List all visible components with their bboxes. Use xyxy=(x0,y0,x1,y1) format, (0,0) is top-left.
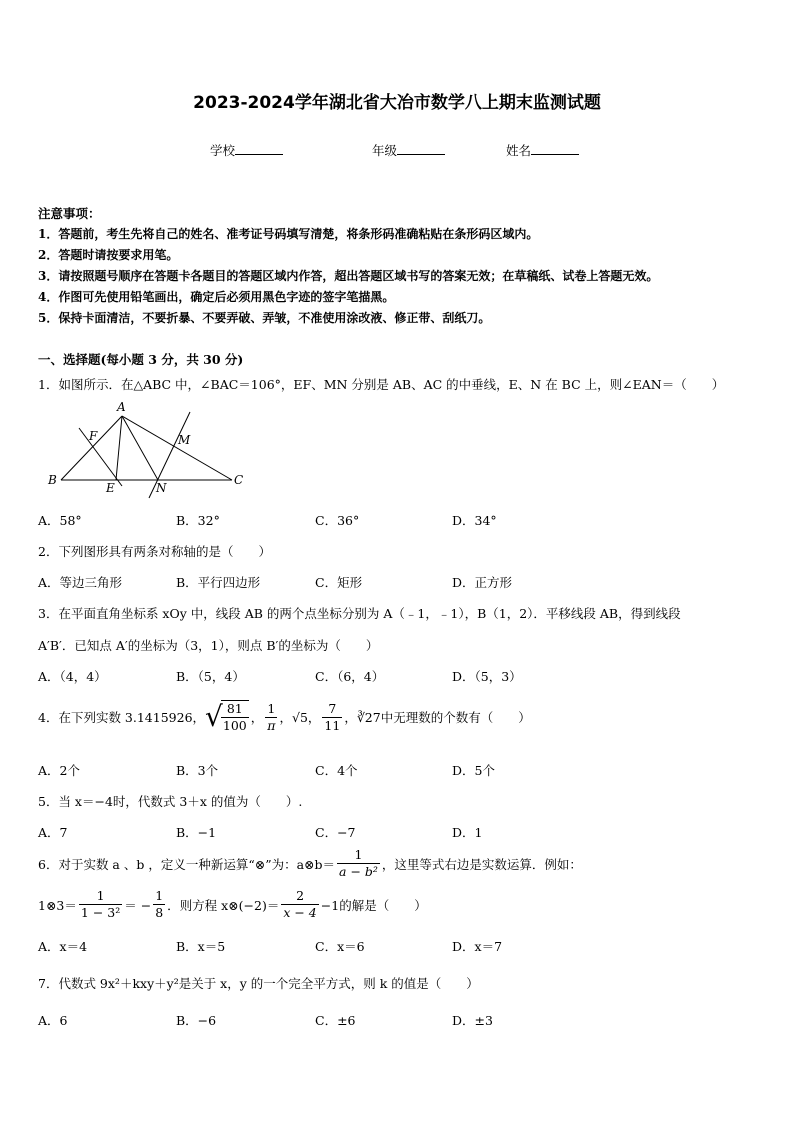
question-4-prefix: 4．在下列实数 3.1415926， xyxy=(38,710,206,725)
question-4-suffix: 中无理数的个数有（ ） xyxy=(380,710,531,725)
op-numerator: 1 xyxy=(337,847,380,864)
question-6-line2 xyxy=(38,888,427,921)
option-b[interactable]: B．x＝5 xyxy=(176,939,226,954)
option-d[interactable]: D．x＝7 xyxy=(452,939,503,954)
option-c[interactable]: C．±6 xyxy=(315,1013,356,1028)
note-item: 3．请按照题号顺序在答题卡各题目的答题区域内作答，超出答题区域书写的答案无效；在草稿纸、试卷上答题无效。 xyxy=(38,269,659,283)
equation-numerator: 2 xyxy=(281,888,318,905)
label-b: B xyxy=(48,473,57,487)
option-c[interactable]: C．x＝6 xyxy=(315,939,365,954)
note-item: 2．答题时请按要求用笔。 xyxy=(38,248,179,262)
option-d[interactable]: D．1 xyxy=(452,825,483,840)
sqrt-numerator: 81 xyxy=(221,701,249,718)
name-field xyxy=(506,141,579,159)
label-f: F xyxy=(89,429,98,443)
segment-ab xyxy=(61,416,122,480)
option-a[interactable]: A．6 xyxy=(38,1013,68,1028)
option-d[interactable]: D．（5，3） xyxy=(452,669,522,684)
option-d[interactable]: D．34° xyxy=(452,513,497,528)
question-2-text: 2．下列图形具有两条对称轴的是（ ） xyxy=(38,544,271,559)
school-blank xyxy=(235,142,283,155)
question-7-text: 7．代数式 9x²＋kxy＋y²是关于 x，y 的一个完全平方式，则 k 的值是（ ） xyxy=(38,976,479,991)
school-field xyxy=(210,141,283,159)
fraction-1-denominator: π xyxy=(267,717,276,733)
fraction-2-numerator: 7 xyxy=(322,701,342,718)
equation-denominator: x − 4 xyxy=(283,905,317,920)
question-6-suffix: ，这里等式右边是实数运算．例如： xyxy=(381,856,582,872)
option-b[interactable]: B．3个 xyxy=(176,763,219,778)
option-b[interactable]: B．32° xyxy=(176,513,220,528)
option-c[interactable]: C．36° xyxy=(315,513,360,528)
equation-suffix: −1的解是（ ） xyxy=(320,897,427,913)
label-n: N xyxy=(156,481,167,495)
grade-label: 年级 xyxy=(372,143,398,158)
segment-an xyxy=(122,416,158,480)
perp-bisector-ef xyxy=(79,428,122,486)
option-b[interactable]: B．−1 xyxy=(176,825,217,840)
fraction-1-numerator: 1 xyxy=(265,701,277,718)
grade-blank xyxy=(397,142,445,155)
note-item: 4．作图可先使用铅笔画出，确定后必须用黑色字迹的签字笔描黑。 xyxy=(38,290,395,304)
example-mid: ＝ − xyxy=(124,897,152,913)
note-item: 1．答题前，考生先将自己的姓名、准考证号码填写清楚，将条形码准确粘贴在条形码区域内。 xyxy=(38,227,539,241)
question-1-text: 1．如图所示．在△ABC 中，∠BAC＝106°，EF、MN 分别是 AB、AC 的中垂线，E、N 在 BC 上，则∠EAN＝（ ） xyxy=(38,377,725,392)
option-a[interactable]: A．7 xyxy=(38,825,68,840)
option-c[interactable]: C．4个 xyxy=(315,763,358,778)
example-prefix: 1⊗3＝ xyxy=(38,897,77,913)
root-five: √5 xyxy=(291,709,308,725)
segment-ae xyxy=(116,416,122,480)
grade-field xyxy=(372,141,445,159)
sqrt-fraction: √ $\frac{81}{100}$ xyxy=(205,700,247,733)
option-b[interactable]: B．（5，4） xyxy=(176,669,245,684)
question-6-prefix: 6．对于实数 a 、b ，定义一种新运算“⊗”为：a⊗b＝ xyxy=(38,856,336,872)
option-d[interactable]: D．±3 xyxy=(452,1013,493,1028)
example-denominator: 1 − 3² xyxy=(80,905,121,920)
note-item: 5．保持卡面清洁，不要折暴、不要弄破、弄皱，不准使用涂改液、修正带、刮纸刀。 xyxy=(38,311,491,325)
option-c[interactable]: C．（6，4） xyxy=(315,669,385,684)
option-a[interactable]: A．（4，4） xyxy=(38,669,107,684)
name-label: 姓名 xyxy=(506,143,532,158)
question-6-line1 xyxy=(38,847,582,880)
option-a[interactable]: A．x＝4 xyxy=(38,939,88,954)
triangle-figure xyxy=(44,400,254,500)
question-5-text: 5．当 x＝−4时，代数式 3＋x 的值为（ ）. xyxy=(38,794,303,809)
option-b[interactable]: B．平行四边形 xyxy=(176,575,261,590)
name-blank xyxy=(531,142,579,155)
label-m: M xyxy=(178,433,191,447)
segment-ac xyxy=(122,416,232,480)
op-denominator: a − b² xyxy=(339,864,378,879)
section-heading: 一、选择题(每小题 3 分，共 30 分) xyxy=(38,352,244,367)
cube-root: ∛27 xyxy=(356,709,381,725)
option-d[interactable]: D．5个 xyxy=(452,763,495,778)
school-label: 学校 xyxy=(210,143,236,158)
label-a: A xyxy=(117,400,126,414)
page-title: 2023-2024学年湖北省大冶市数学八上期末监测试题 xyxy=(193,93,601,113)
label-c: C xyxy=(234,473,244,487)
option-a[interactable]: A．58° xyxy=(38,513,82,528)
option-d[interactable]: D．正方形 xyxy=(452,575,513,590)
example-numerator-2: 1 xyxy=(155,888,164,903)
sqrt-denominator: 100 xyxy=(222,718,247,733)
option-a[interactable]: A．等边三角形 xyxy=(38,575,123,590)
question-4: 4．在下列实数 3.1415926， √ $\frac{81}{100}$ ， $\frac{1}{\pi}$ ， √5 ， $\frac{7}{11}$ ， ∛27 中无理数的个数有（ ） xyxy=(38,700,531,733)
option-c[interactable]: C．−7 xyxy=(315,825,356,840)
label-e: E xyxy=(106,481,115,495)
equation-prefix: ．则方程 x⊗(−2)＝ xyxy=(167,897,280,913)
fraction-2-denominator: 11 xyxy=(324,717,341,733)
option-c[interactable]: C．矩形 xyxy=(315,575,363,590)
option-b[interactable]: B．−6 xyxy=(176,1013,217,1028)
example-denominator-2: 8 xyxy=(155,905,164,920)
question-3-line2: A′B′．已知点 A′的坐标为（3，1），则点 B′的坐标为（ ） xyxy=(38,638,379,653)
example-numerator: 1 xyxy=(79,888,122,905)
question-3-line1: 3．在平面直角坐标系 xOy 中，线段 AB 的两个点坐标分别为 A（﹣1，﹣1），B（1，2）．平移线段 AB，得到线段 xyxy=(38,606,681,621)
notes-heading: 注意事项： xyxy=(38,206,101,221)
option-a[interactable]: A．2个 xyxy=(38,763,80,778)
